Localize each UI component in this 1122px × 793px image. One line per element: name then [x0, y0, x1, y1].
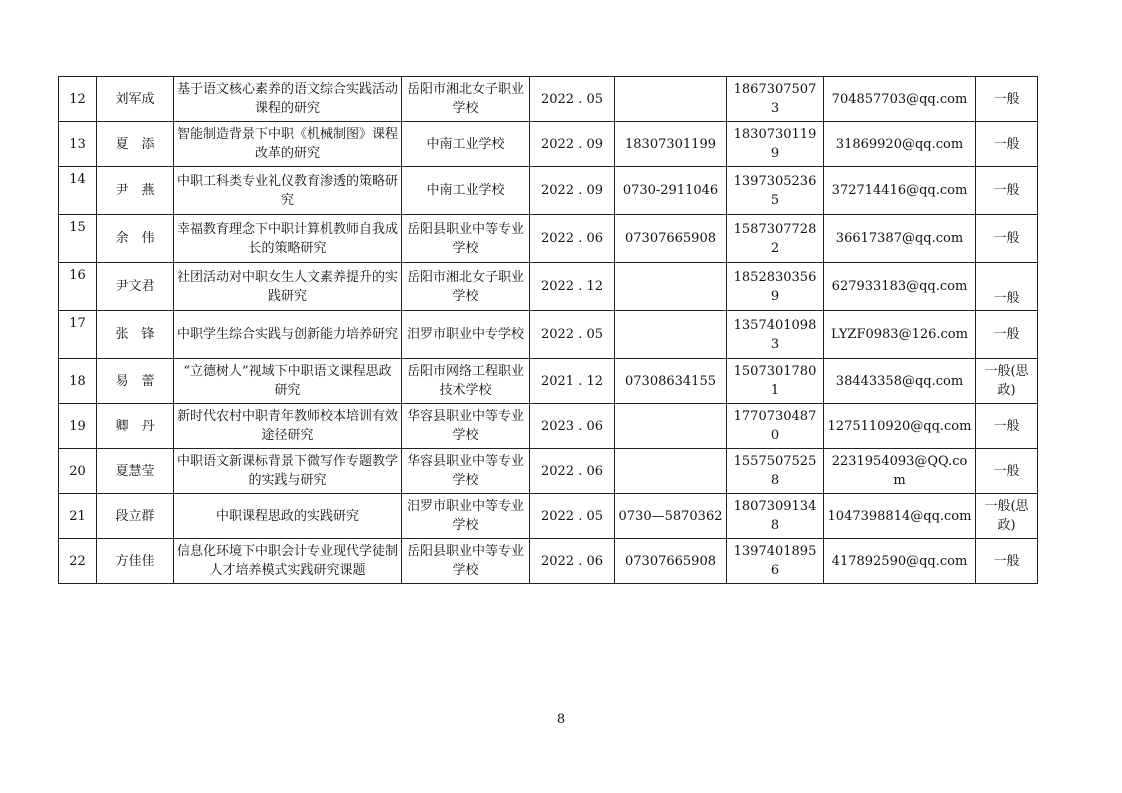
cell-school: 岳阳县职业中等专业学校 [402, 539, 530, 584]
cell-office-phone: 18307301199 [615, 122, 727, 167]
cell-number: 20 [59, 449, 97, 494]
cell-completion-date: 2022 . 06 [530, 215, 615, 263]
cell-mobile-phone: 15575075258 [727, 449, 824, 494]
cell-email: 38443358@qq.com [824, 359, 976, 404]
cell-researcher-name: 尹 燕 [97, 167, 174, 215]
cell-project-title: 基于语文核心素养的语文综合实践活动课程的研究 [174, 77, 402, 122]
cell-researcher-name: 刘军成 [97, 77, 174, 122]
cell-office-phone: 0730—5870362 [615, 494, 727, 539]
cell-school: 岳阳市湘北女子职业学校 [402, 77, 530, 122]
cell-completion-date: 2023 . 06 [530, 404, 615, 449]
cell-researcher-name: 尹文君 [97, 263, 174, 311]
cell-email: 31869920@qq.com [824, 122, 976, 167]
cell-office-phone [615, 77, 727, 122]
cell-researcher-name: 段立群 [97, 494, 174, 539]
cell-email: LYZF0983@126.com [824, 311, 976, 359]
cell-project-title: 社团活动对中职女生人文素养提升的实践研究 [174, 263, 402, 311]
cell-email: 36617387@qq.com [824, 215, 976, 263]
cell-project-title: 中职课程思政的实践研究 [174, 494, 402, 539]
cell-office-phone [615, 449, 727, 494]
cell-school: 汨罗市职业中等专业学校 [402, 494, 530, 539]
cell-grade: 一般 [976, 77, 1038, 122]
cell-researcher-name: 余 伟 [97, 215, 174, 263]
cell-number: 21 [59, 494, 97, 539]
cell-researcher-name: 方佳佳 [97, 539, 174, 584]
cell-mobile-phone: 15873077282 [727, 215, 824, 263]
cell-office-phone: 0730-2911046 [615, 167, 727, 215]
cell-office-phone: 07307665908 [615, 539, 727, 584]
table-row [59, 494, 1038, 539]
cell-mobile-phone: 13974018956 [727, 539, 824, 584]
table-row [59, 359, 1038, 404]
table-row [59, 404, 1038, 449]
cell-office-phone: 07308634155 [615, 359, 727, 404]
cell-mobile-phone: 18673075073 [727, 77, 824, 122]
table-row [59, 539, 1038, 584]
table-row [59, 215, 1038, 263]
cell-number: 12 [59, 77, 97, 122]
cell-office-phone [615, 263, 727, 311]
cell-mobile-phone: 18307301199 [727, 122, 824, 167]
cell-researcher-name: 张 锋 [97, 311, 174, 359]
cell-project-title: 幸福教育理念下中职计算机教师自我成长的策略研究 [174, 215, 402, 263]
cell-office-phone [615, 311, 727, 359]
cell-completion-date: 2022 . 05 [530, 311, 615, 359]
cell-school: 岳阳市湘北女子职业学校 [402, 263, 530, 311]
cell-number: 22 [59, 539, 97, 584]
cell-school: 华容县职业中等专业学校 [402, 404, 530, 449]
cell-grade: 一般 [976, 539, 1038, 584]
cell-project-title: 智能制造背景下中职《机械制图》课程改革的研究 [174, 122, 402, 167]
cell-completion-date: 2022 . 06 [530, 449, 615, 494]
cell-researcher-name: 夏慧莹 [97, 449, 174, 494]
cell-number: 18 [59, 359, 97, 404]
cell-mobile-phone: 18528303569 [727, 263, 824, 311]
cell-email: 417892590@qq.com [824, 539, 976, 584]
cell-mobile-phone: 18073091348 [727, 494, 824, 539]
cell-email: 627933183@qq.com [824, 263, 976, 311]
table-row [59, 263, 1038, 311]
cell-completion-date: 2022 . 12 [530, 263, 615, 311]
cell-completion-date: 2022 . 06 [530, 539, 615, 584]
cell-school: 汨罗市职业中专学校 [402, 311, 530, 359]
cell-grade: 一般 [976, 449, 1038, 494]
table-row [59, 122, 1038, 167]
cell-researcher-name: 卿 丹 [97, 404, 174, 449]
cell-grade: 一般(思政) [976, 359, 1038, 404]
cell-grade: 一般 [976, 167, 1038, 215]
cell-email: 1047398814@qq.com [824, 494, 976, 539]
cell-number: 15 [59, 215, 97, 263]
cell-project-title: 新时代农村中职青年教师校本培训有效途径研究 [174, 404, 402, 449]
cell-project-title: 中职语文新课标背景下微写作专题教学的实践与研究 [174, 449, 402, 494]
cell-number: 16 [59, 263, 97, 311]
cell-mobile-phone: 15073017801 [727, 359, 824, 404]
table-row [59, 311, 1038, 359]
cell-email: 2231954093@QQ.com [824, 449, 976, 494]
page-number: 8 [556, 712, 566, 727]
cell-grade: 一般 [976, 263, 1038, 311]
cell-number: 14 [59, 167, 97, 215]
cell-completion-date: 2022 . 05 [530, 77, 615, 122]
cell-project-title: 信息化环境下中职会计专业现代学徒制人才培养模式实践研究课题 [174, 539, 402, 584]
cell-number: 17 [59, 311, 97, 359]
cell-number: 13 [59, 122, 97, 167]
cell-completion-date: 2022 . 09 [530, 167, 615, 215]
cell-mobile-phone: 13973052365 [727, 167, 824, 215]
cell-completion-date: 2021 . 12 [530, 359, 615, 404]
cell-school: 岳阳市网络工程职业技术学校 [402, 359, 530, 404]
cell-mobile-phone: 17707304870 [727, 404, 824, 449]
project-table [58, 76, 1038, 584]
cell-grade: 一般 [976, 404, 1038, 449]
table-row [59, 77, 1038, 122]
cell-school: 华容县职业中等专业学校 [402, 449, 530, 494]
cell-grade: 一般(思政) [976, 494, 1038, 539]
cell-project-title: 中职工科类专业礼仪教育渗透的策略研究 [174, 167, 402, 215]
cell-completion-date: 2022 . 05 [530, 494, 615, 539]
cell-project-title: “立德树人”视域下中职语文课程思政研究 [174, 359, 402, 404]
cell-school: 岳阳县职业中等专业学校 [402, 215, 530, 263]
cell-number: 19 [59, 404, 97, 449]
table-row [59, 167, 1038, 215]
cell-email: 1275110920@qq.com [824, 404, 976, 449]
cell-grade: 一般 [976, 215, 1038, 263]
cell-completion-date: 2022 . 09 [530, 122, 615, 167]
cell-email: 704857703@qq.com [824, 77, 976, 122]
cell-grade: 一般 [976, 311, 1038, 359]
cell-grade: 一般 [976, 122, 1038, 167]
cell-project-title: 中职学生综合实践与创新能力培养研究 [174, 311, 402, 359]
cell-researcher-name: 易 蕾 [97, 359, 174, 404]
cell-researcher-name: 夏 添 [97, 122, 174, 167]
cell-office-phone [615, 404, 727, 449]
cell-office-phone: 07307665908 [615, 215, 727, 263]
cell-school: 中南工业学校 [402, 167, 530, 215]
cell-school: 中南工业学校 [402, 122, 530, 167]
cell-mobile-phone: 13574010983 [727, 311, 824, 359]
cell-email: 372714416@qq.com [824, 167, 976, 215]
table-row [59, 449, 1038, 494]
table-body [59, 77, 1038, 584]
